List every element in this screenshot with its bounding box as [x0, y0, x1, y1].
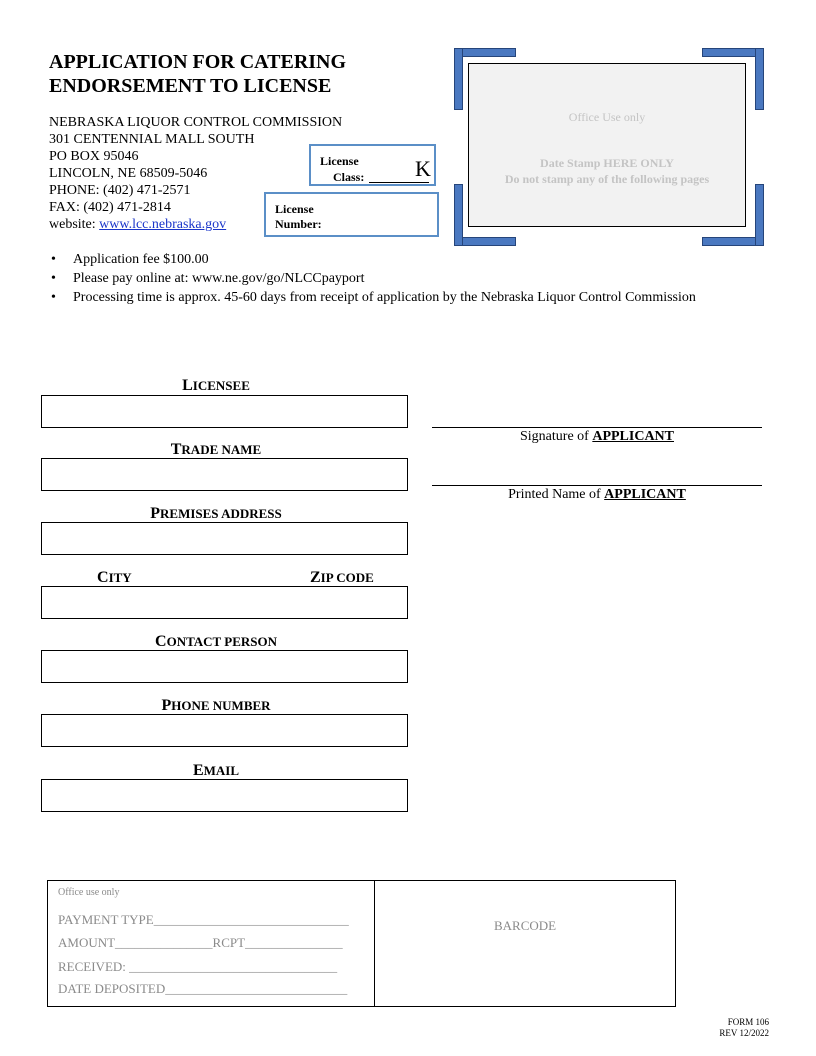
contact-person-input[interactable]: [41, 650, 408, 683]
printed-name-line[interactable]: [432, 485, 762, 486]
license-number-label-1: License: [275, 202, 314, 216]
corner-bracket-bottom-right-v: [755, 184, 764, 246]
agency-street: 301 CENTENNIAL MALL SOUTH: [49, 132, 255, 147]
agency-phone: PHONE: (402) 471-2571: [49, 183, 191, 198]
printed-role: APPLICANT: [604, 487, 686, 502]
bullet-fee: • Application fee $100.00: [49, 250, 739, 269]
stamp-do-not: Do not stamp any of the following pages: [504, 172, 710, 186]
license-class-label-1: License: [320, 154, 359, 168]
premises-address-input[interactable]: [41, 522, 408, 555]
agency-fax: FAX: (402) 471-2814: [49, 200, 171, 215]
date-stamp-area: [454, 48, 764, 246]
agency-po-box: PO BOX 95046: [49, 149, 139, 164]
trade-name-input[interactable]: [41, 458, 408, 491]
license-class-value[interactable]: K: [415, 156, 431, 181]
printed-name-caption: [432, 487, 762, 503]
amount-row: AMOUNT_______________RCPT_______________: [58, 935, 343, 950]
license-class-underline: [369, 182, 429, 183]
city-label: CITY: [97, 569, 132, 586]
form-title-line1: APPLICATION FOR CATERING: [49, 51, 347, 73]
stamp-date-here: Date Stamp HERE ONLY: [540, 156, 674, 170]
license-number-label-2: Number:: [275, 217, 322, 231]
agency-name: NEBRASKA LIQUOR CONTROL COMMISSION: [49, 115, 343, 130]
website-label: website:: [49, 217, 96, 232]
phone-number-input[interactable]: [41, 714, 408, 747]
corner-bracket-bottom-left-v: [454, 184, 463, 246]
premises-address-label: PREMISES ADDRESS: [150, 505, 282, 522]
website-link[interactable]: www.lcc.nebraska.gov: [99, 217, 227, 232]
city-zip-input[interactable]: [41, 586, 408, 619]
printed-prefix: Printed Name of: [508, 487, 605, 502]
form-number-text: FORM 106: [727, 1017, 769, 1027]
license-number-box[interactable]: [264, 192, 439, 237]
signature-prefix: Signature of: [520, 429, 593, 444]
contact-person-label: CONTACT PERSON: [155, 633, 277, 650]
office-use-title: Office use only: [58, 887, 120, 898]
form-revision: REV 12/2022: [719, 1028, 769, 1038]
zip-code-label: ZIP CODE: [310, 569, 374, 586]
office-divider: [374, 881, 375, 1006]
stamp-office-use: Office Use only: [568, 110, 646, 124]
date-stamp-box: [468, 63, 746, 227]
office-use-box: [47, 880, 676, 1007]
licensee-input[interactable]: [41, 395, 408, 428]
signature-line[interactable]: [432, 427, 762, 428]
form-title-line2: ENDORSEMENT TO LICENSE: [49, 75, 332, 97]
form-title: [49, 50, 346, 98]
license-class-box: [309, 144, 436, 186]
form-number: [719, 1017, 769, 1039]
info-bullets: [49, 250, 739, 307]
bullet-processing: • Processing time is approx. 45-60 days from receipt of application by the Nebraska Liquor Control Commission: [49, 288, 739, 307]
date-deposited-row: DATE DEPOSITED____________________________: [58, 981, 348, 996]
corner-bracket-top-right-v: [755, 48, 764, 110]
phone-number-label: PHONE NUMBER: [161, 697, 271, 714]
signature-role: APPLICANT: [592, 429, 674, 444]
agency-city: LINCOLN, NE 68509-5046: [49, 166, 208, 181]
license-class-label-2: Class:: [333, 170, 365, 184]
email-input[interactable]: [41, 779, 408, 812]
corner-bracket-top-left-v: [454, 48, 463, 110]
signature-caption: [432, 429, 762, 445]
payment-type-row: PAYMENT TYPE______________________________: [58, 912, 349, 927]
corner-bracket-bottom-left-h: [454, 237, 516, 246]
bullet-pay-online: • Please pay online at: www.ne.gov/go/NLCCpayport: [49, 269, 739, 288]
licensee-label: LICENSEE: [182, 377, 250, 394]
corner-bracket-top-left-h: [454, 48, 516, 57]
trade-name-label: TRADE NAME: [170, 441, 262, 458]
received-row: RECEIVED: ________________________________: [58, 959, 338, 974]
email-label: EMAIL: [192, 762, 240, 779]
barcode-label: BARCODE: [494, 918, 557, 933]
